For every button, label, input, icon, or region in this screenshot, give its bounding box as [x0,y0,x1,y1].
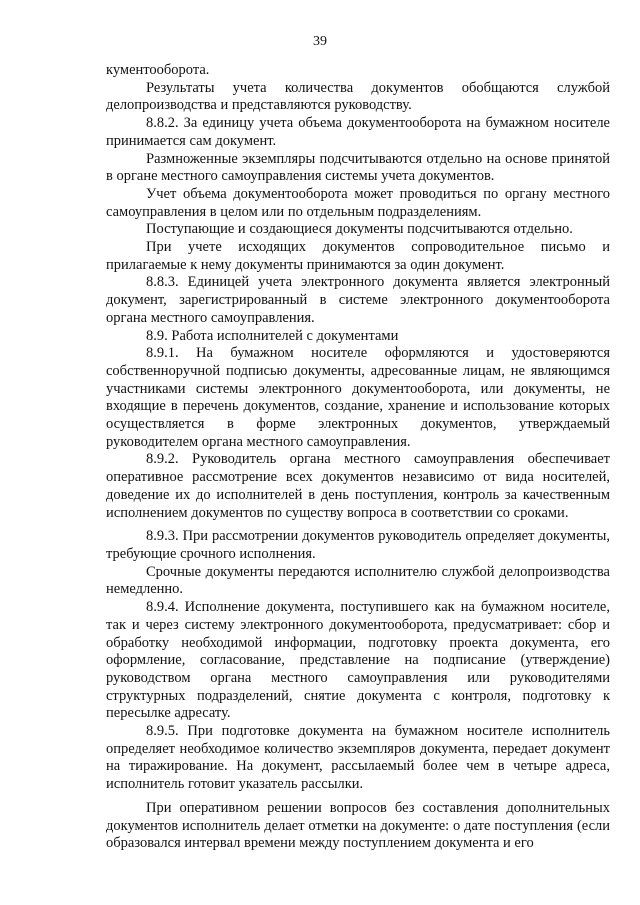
paragraph: 8.9.5. При подготовке документа на бумажном носителе исполнитель определяет необходимое количество экземпляров документа, передает документ на тиражирование. На документ, рассылаемый более чем в четыре адреса, исполнитель готовит указатель рассылки. [106,723,610,793]
paragraph: 8.8.3. Единицей учета электронного документа является электронный документ, зарегистрированный в системе электронного документооборота органа местного самоуправления. [106,274,610,326]
paragraph: Результаты учета количества документов обобщаются службой делопроизводства и представляются руководству. [106,79,610,114]
paragraph: Учет объема документооборота может проводиться по органу местного самоуправления в целом или по отдельным подразделениям. [106,185,610,220]
paragraph: При оперативном решении вопросов без составления дополнительных документов исполнитель делает отметки на документе: о дате поступления (если образовался интервал времени между поступлением документа и его [106,799,610,852]
paragraph: Размноженные экземпляры подсчитываются отдельно на основе принятой в органе местного самоуправления системы учета документов. [106,150,610,185]
paragraph: Срочные документы передаются исполнителю службой делопроизводства немедленно. [106,563,610,598]
paragraph: 8.9.3. При рассмотрении документов руководитель определяет документы, требующие срочного исполнения. [106,528,610,562]
paragraph: 8.8.2. За единицу учета объема документооборота на бумажном носителе принимается сам документ. [106,115,610,149]
paragraph: 8.9.1. На бумажном носителе оформляются и удостоверяются собственноручной подписью документы, адресованные лицам, не являющимся участниками системы электронного документооборота, или документы, не входящие в перечень документов, создание, хранение и использование которых осуществляется в форме электронных документов, утверждаемый руководителем органа местного самоуправления. [106,345,610,450]
page-number: 39 [313,34,327,49]
paragraph: кументооборота. [106,62,210,78]
body-text [106,62,610,853]
paragraph: При учете исходящих документов сопроводительное письмо и прилагаемые к нему документы принимаются за один документ. [106,239,610,273]
paragraph: Поступающие и создающиеся документы подсчитываются отдельно. [146,221,573,238]
paragraph: 8.9.2. Руководитель органа местного самоуправления обеспечивает оперативное рассмотрение всех документов независимо от вида носителей, доведение их до исполнителей в день поступления, контроль за качественным исполнением документов по существу вопроса в соответствии со сроками. [106,451,610,521]
section-heading: 8.9. Работа исполнителей с документами [146,327,399,344]
paragraph: 8.9.4. Исполнение документа, поступившего как на бумажном носителе, так и через систему электронного документооборота, предусматривает: сбор и обработку необходимой информации, подготовку проекта документа, его оформление, согласование, представление на подписание (утверждение) руководством органа местного самоуправления или руководителями структурных подразделений, снятие документа с контроля, подготовку к пересылке адресату. [106,599,610,722]
